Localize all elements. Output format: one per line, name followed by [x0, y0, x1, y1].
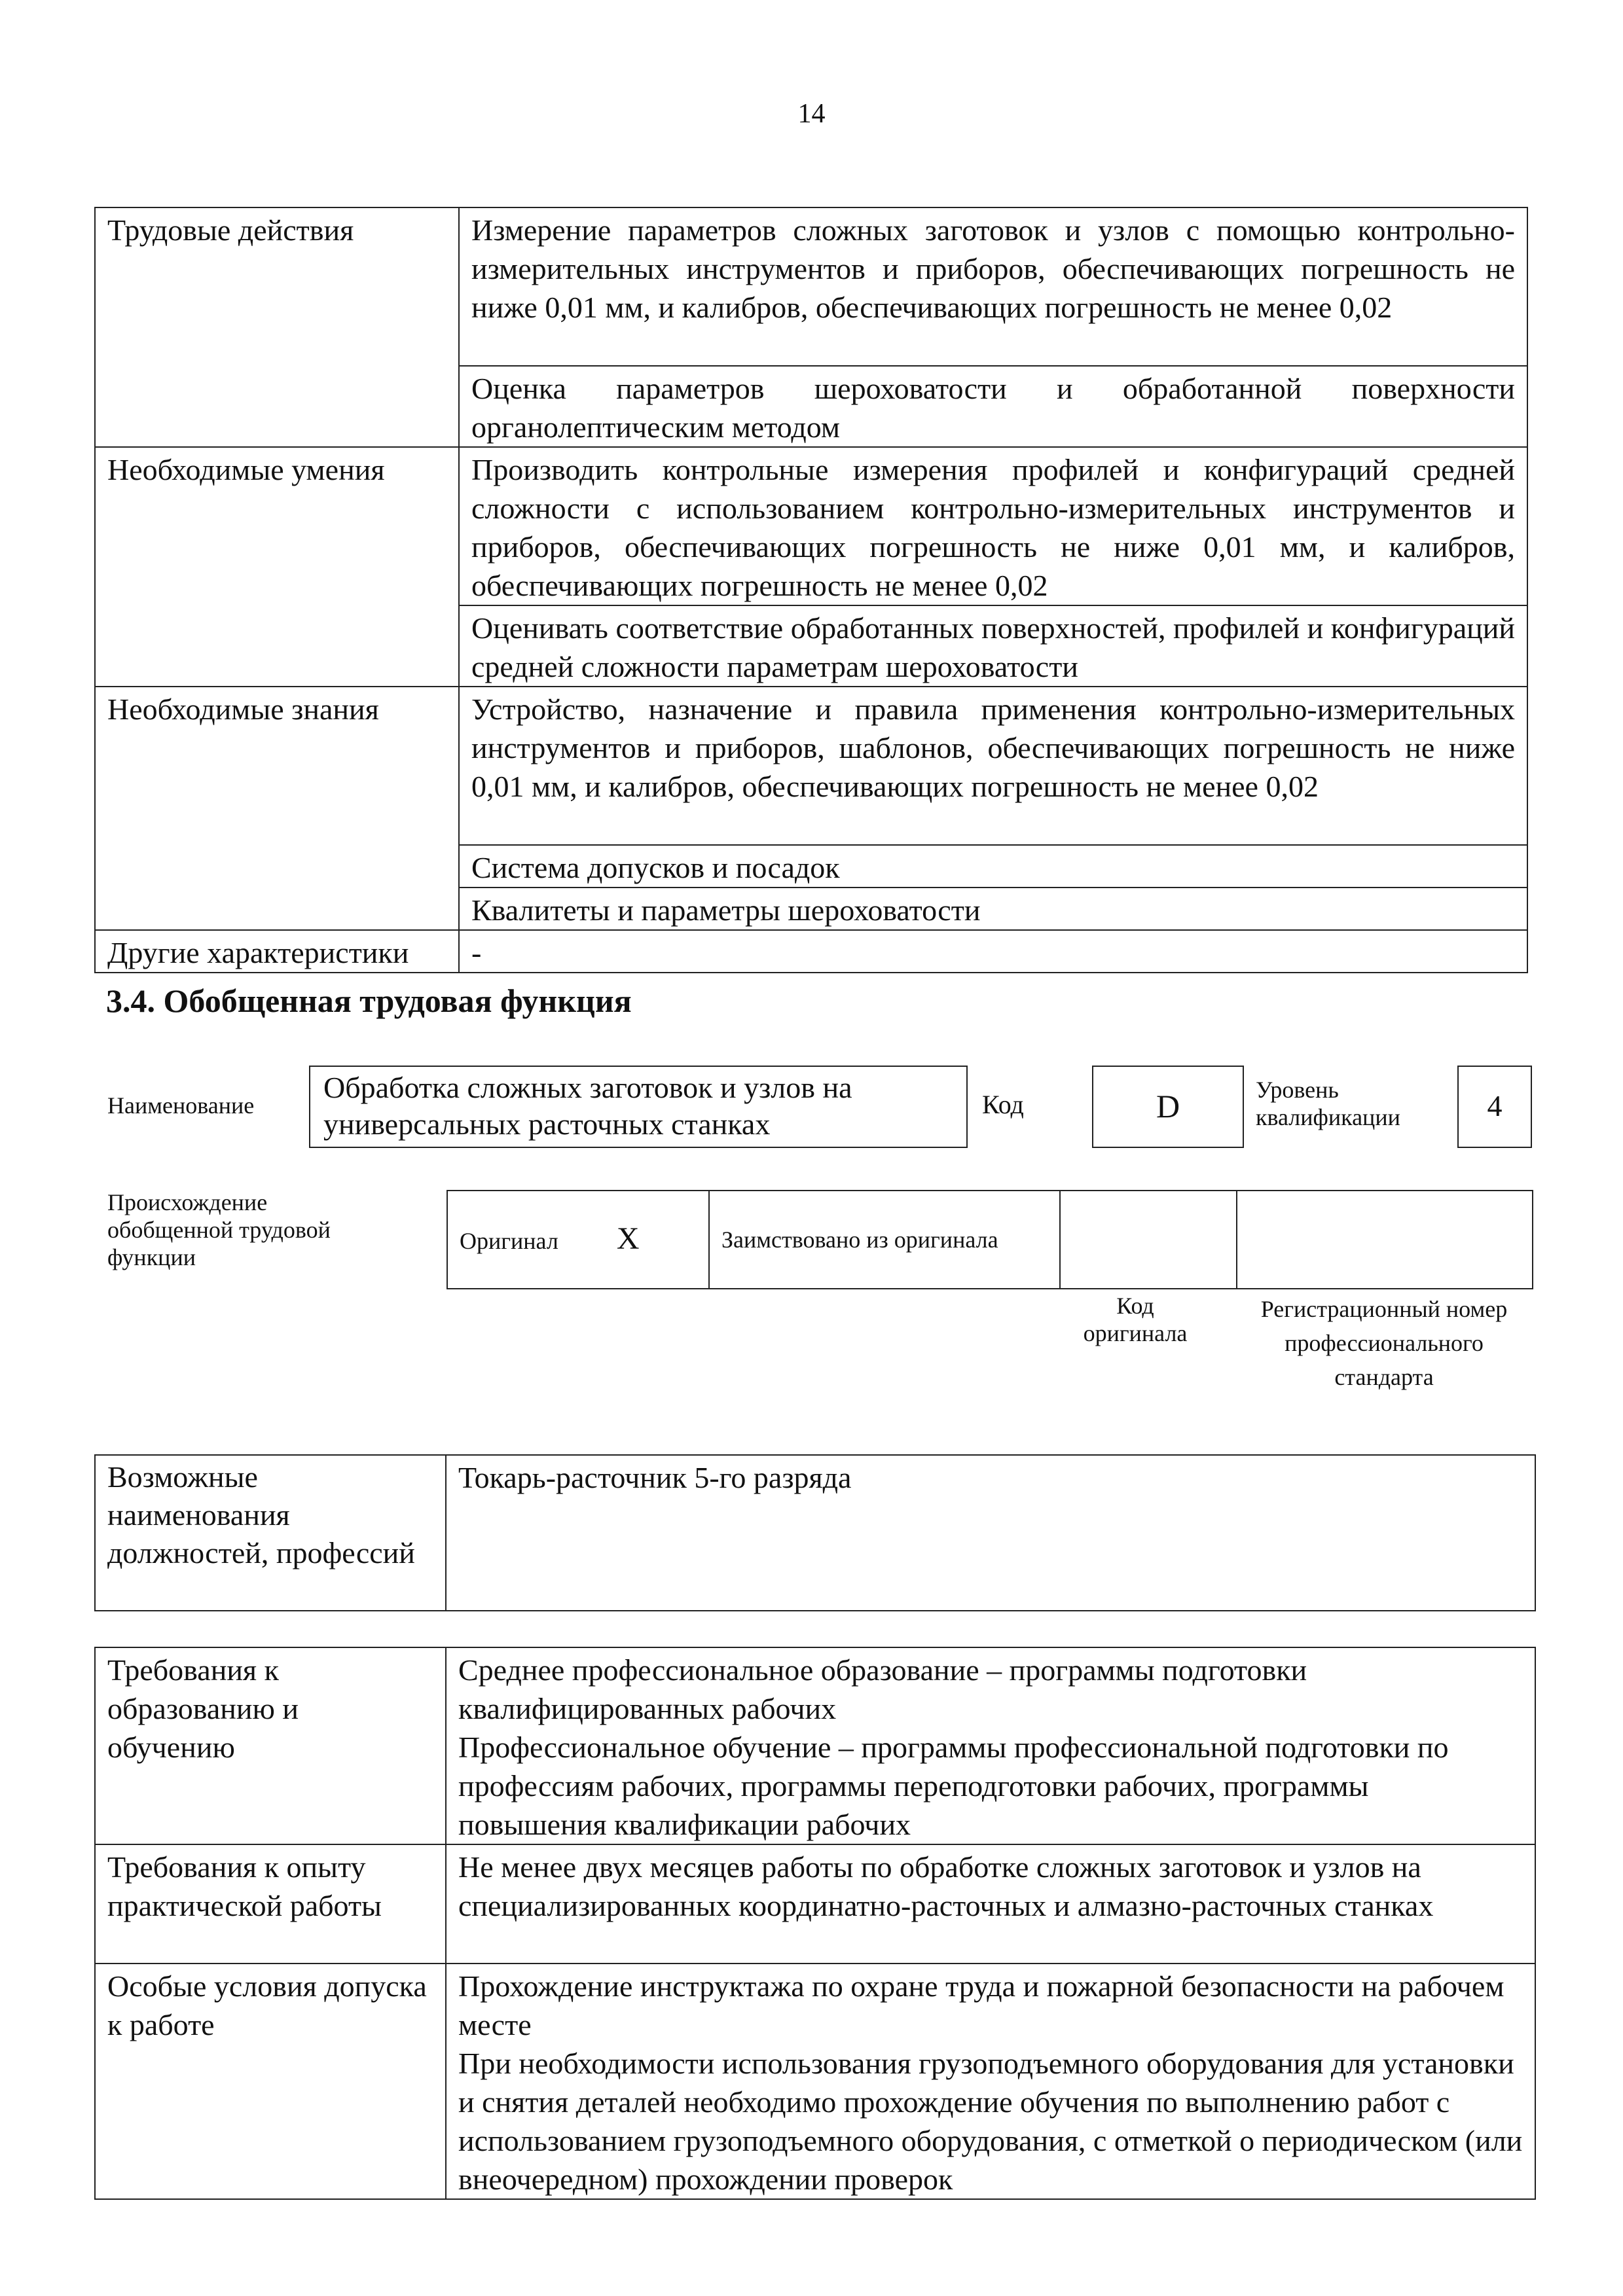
- origin-table: [447, 1190, 1533, 1289]
- table-cell: Оценивать соответствие обработанных поверхностей, профилей и конфигураций средней сложности параметрам шероховатости: [459, 605, 1527, 687]
- table-cell: Устройство, назначение и правила применения контрольно-измерительных инструментов и приборов, шаблонов, обеспечивающих погрешность не ниже 0,01 мм, и калибров, обеспечивающих погрешность не менее 0,02: [459, 687, 1527, 845]
- reg-number-cell: [1237, 1191, 1533, 1289]
- function-name-value: Обработка сложных заготовок и узлов на универсальных расточных станках: [323, 1071, 852, 1141]
- code-original-cell: [1060, 1191, 1237, 1289]
- table-row: [95, 447, 1527, 605]
- page-number: 14: [797, 99, 826, 129]
- original-mark: X: [616, 1221, 640, 1256]
- table-cell: -: [459, 930, 1527, 973]
- requirement-line: Не менее двух месяцев работы по обработке сложных заготовок и узлов на специализированных координатно-расточных и алмазно-расточных станках: [458, 1850, 1434, 1922]
- original-label: Оригинал: [460, 1227, 558, 1254]
- level-label: Уровень квалификации: [1256, 1077, 1400, 1130]
- level-value: 4: [1487, 1089, 1503, 1122]
- positions-table: [94, 1454, 1536, 1611]
- row-label-required-knowledge: Необходимые знания: [95, 687, 459, 930]
- original-cell: [447, 1191, 709, 1289]
- table-row: [95, 1455, 1535, 1611]
- code-value: D: [1156, 1088, 1180, 1124]
- row-label-work-actions: Трудовые действия: [95, 207, 459, 447]
- requirement-line: Профессиональное обучение – программы профессиональной подготовки по профессиям рабочих, программы переподготовки рабочих, программы повышения квалификации рабочих: [458, 1731, 1449, 1841]
- table-row: [95, 207, 1527, 366]
- reg-number-caption: Регистрационный номер профессионального стандарта: [1260, 1296, 1508, 1390]
- code-original-caption: Код оригинала: [1083, 1293, 1188, 1346]
- table-row: [95, 1647, 1535, 1844]
- requirement-value-admission: [446, 1964, 1535, 2199]
- requirement-line: Среднее профессиональное образование – программы подготовки квалифицированных рабочих: [458, 1653, 1307, 1725]
- positions-label: Возможные наименования должностей, профессий: [95, 1455, 446, 1611]
- table-row: [95, 930, 1527, 973]
- table-row: [95, 1844, 1535, 1964]
- requirements-table: [94, 1647, 1536, 2200]
- table-row: [95, 687, 1527, 845]
- row-label-other-characteristics: Другие характеристики: [95, 930, 459, 973]
- code-box: [1092, 1066, 1244, 1148]
- requirement-label-experience: Требования к опыту практической работы: [95, 1844, 446, 1964]
- table-row: [95, 1964, 1535, 2199]
- requirement-label-education: Требования к образованию и обучению: [95, 1647, 446, 1844]
- positions-value: Токарь-расточник 5-го разряда: [446, 1455, 1535, 1611]
- level-box: [1457, 1066, 1532, 1148]
- borrowed-label: Заимствовано из оригинала: [709, 1191, 1060, 1289]
- section-title: 3.4. Обобщенная трудовая функция: [106, 982, 632, 1019]
- table-row: [447, 1191, 1533, 1289]
- requirement-line: Прохождение инструктажа по охране труда и пожарной безопасности на рабочем месте: [458, 1969, 1504, 2041]
- requirement-line: При необходимости использования грузоподъемного оборудования для установки и снятия деталей необходимо прохождение обучения по выполнению работ с использованием грузоподъемного оборудования, с отметкой о периодическом (или внеочередном) прохождении проверок: [458, 2047, 1523, 2196]
- origin-label: Происхождение обобщенной трудовой функции: [107, 1189, 331, 1270]
- requirement-value-education: [446, 1647, 1535, 1844]
- table-cell: Оценка параметров шероховатости и обработанной поверхности органолептическим методом: [459, 366, 1527, 447]
- table-cell: Производить контрольные измерения профилей и конфигураций средней сложности с использованием контрольно-измерительных инструментов и приборов, обеспечивающих погрешность не ниже 0,01 мм, и калибров, обеспечивающих погрешность не менее 0,02: [459, 447, 1527, 605]
- requirement-label-admission: Особые условия допуска к работе: [95, 1964, 446, 2199]
- table-cell: Измерение параметров сложных заготовок и узлов с помощью контрольно-измерительных инструментов и приборов, обеспечивающих погрешность не ниже 0,01 мм, и калибров, обеспечивающих погрешность не менее 0,02: [459, 207, 1527, 366]
- name-label: Наименование: [107, 1092, 255, 1119]
- table-cell: Квалитеты и параметры шероховатости: [459, 888, 1527, 930]
- requirement-value-experience: [446, 1844, 1535, 1964]
- function-name-box: [309, 1066, 968, 1148]
- table-cell: Система допусков и посадок: [459, 845, 1527, 888]
- code-label: Код: [982, 1090, 1024, 1119]
- work-actions-table: [94, 207, 1528, 973]
- row-label-required-skills: Необходимые умения: [95, 447, 459, 687]
